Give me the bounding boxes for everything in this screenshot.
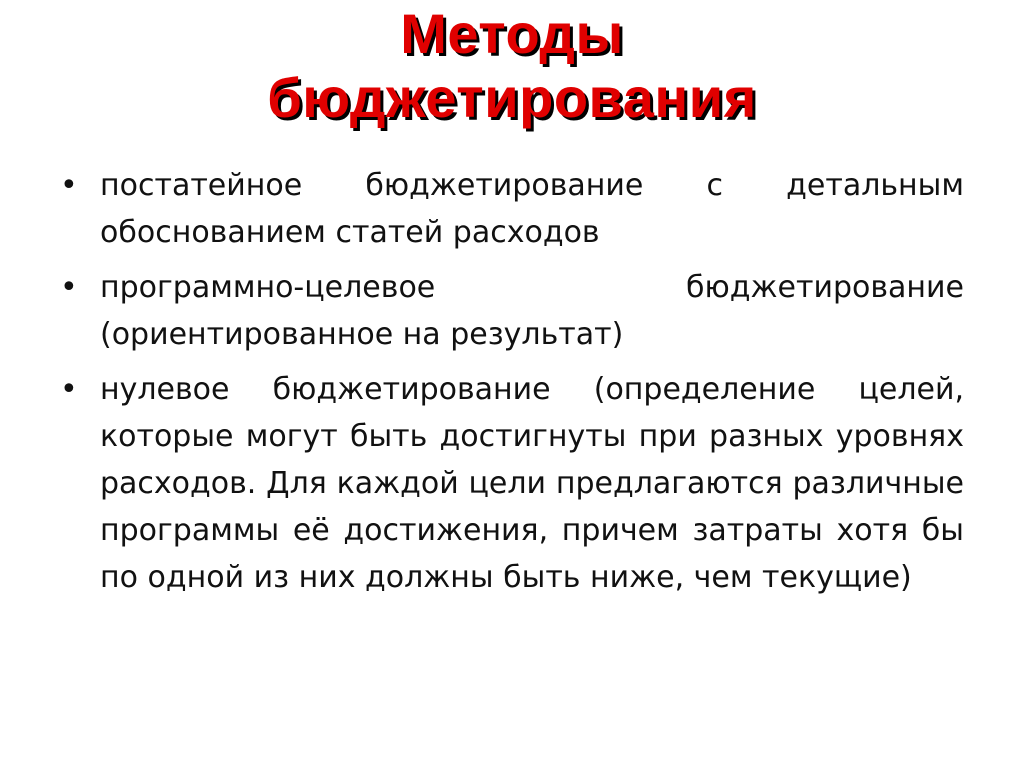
slide-title-line-1: Методы: [400, 2, 624, 65]
slide-title-line-2: бюджетирования: [267, 66, 757, 129]
bullet-list: [60, 162, 964, 609]
bullet-text: программно-целевое бюджетирование (ориентированное на результат): [100, 270, 964, 352]
bullet-item-program-budgeting: [60, 264, 964, 358]
bullet-dot-icon: •: [60, 372, 78, 407]
bullet-dot-icon: •: [60, 168, 78, 203]
bullet-item-itemized-budgeting: [60, 162, 964, 256]
bullet-item-zero-based-budgeting: [60, 366, 964, 601]
bullet-text: постатейное бюджетирование с детальным обоснованием статей расходов: [100, 168, 964, 250]
slide-title: [0, 2, 1024, 130]
bullet-dot-icon: •: [60, 270, 78, 305]
bullet-text: нулевое бюджетирование (определение целей, которые могут быть достигнуты при разных уровнях расходов. Для каждой цели предлагаются различные программы её достижения, причем затраты хотя бы по одной из них должны быть ниже, чем текущие): [100, 372, 964, 595]
